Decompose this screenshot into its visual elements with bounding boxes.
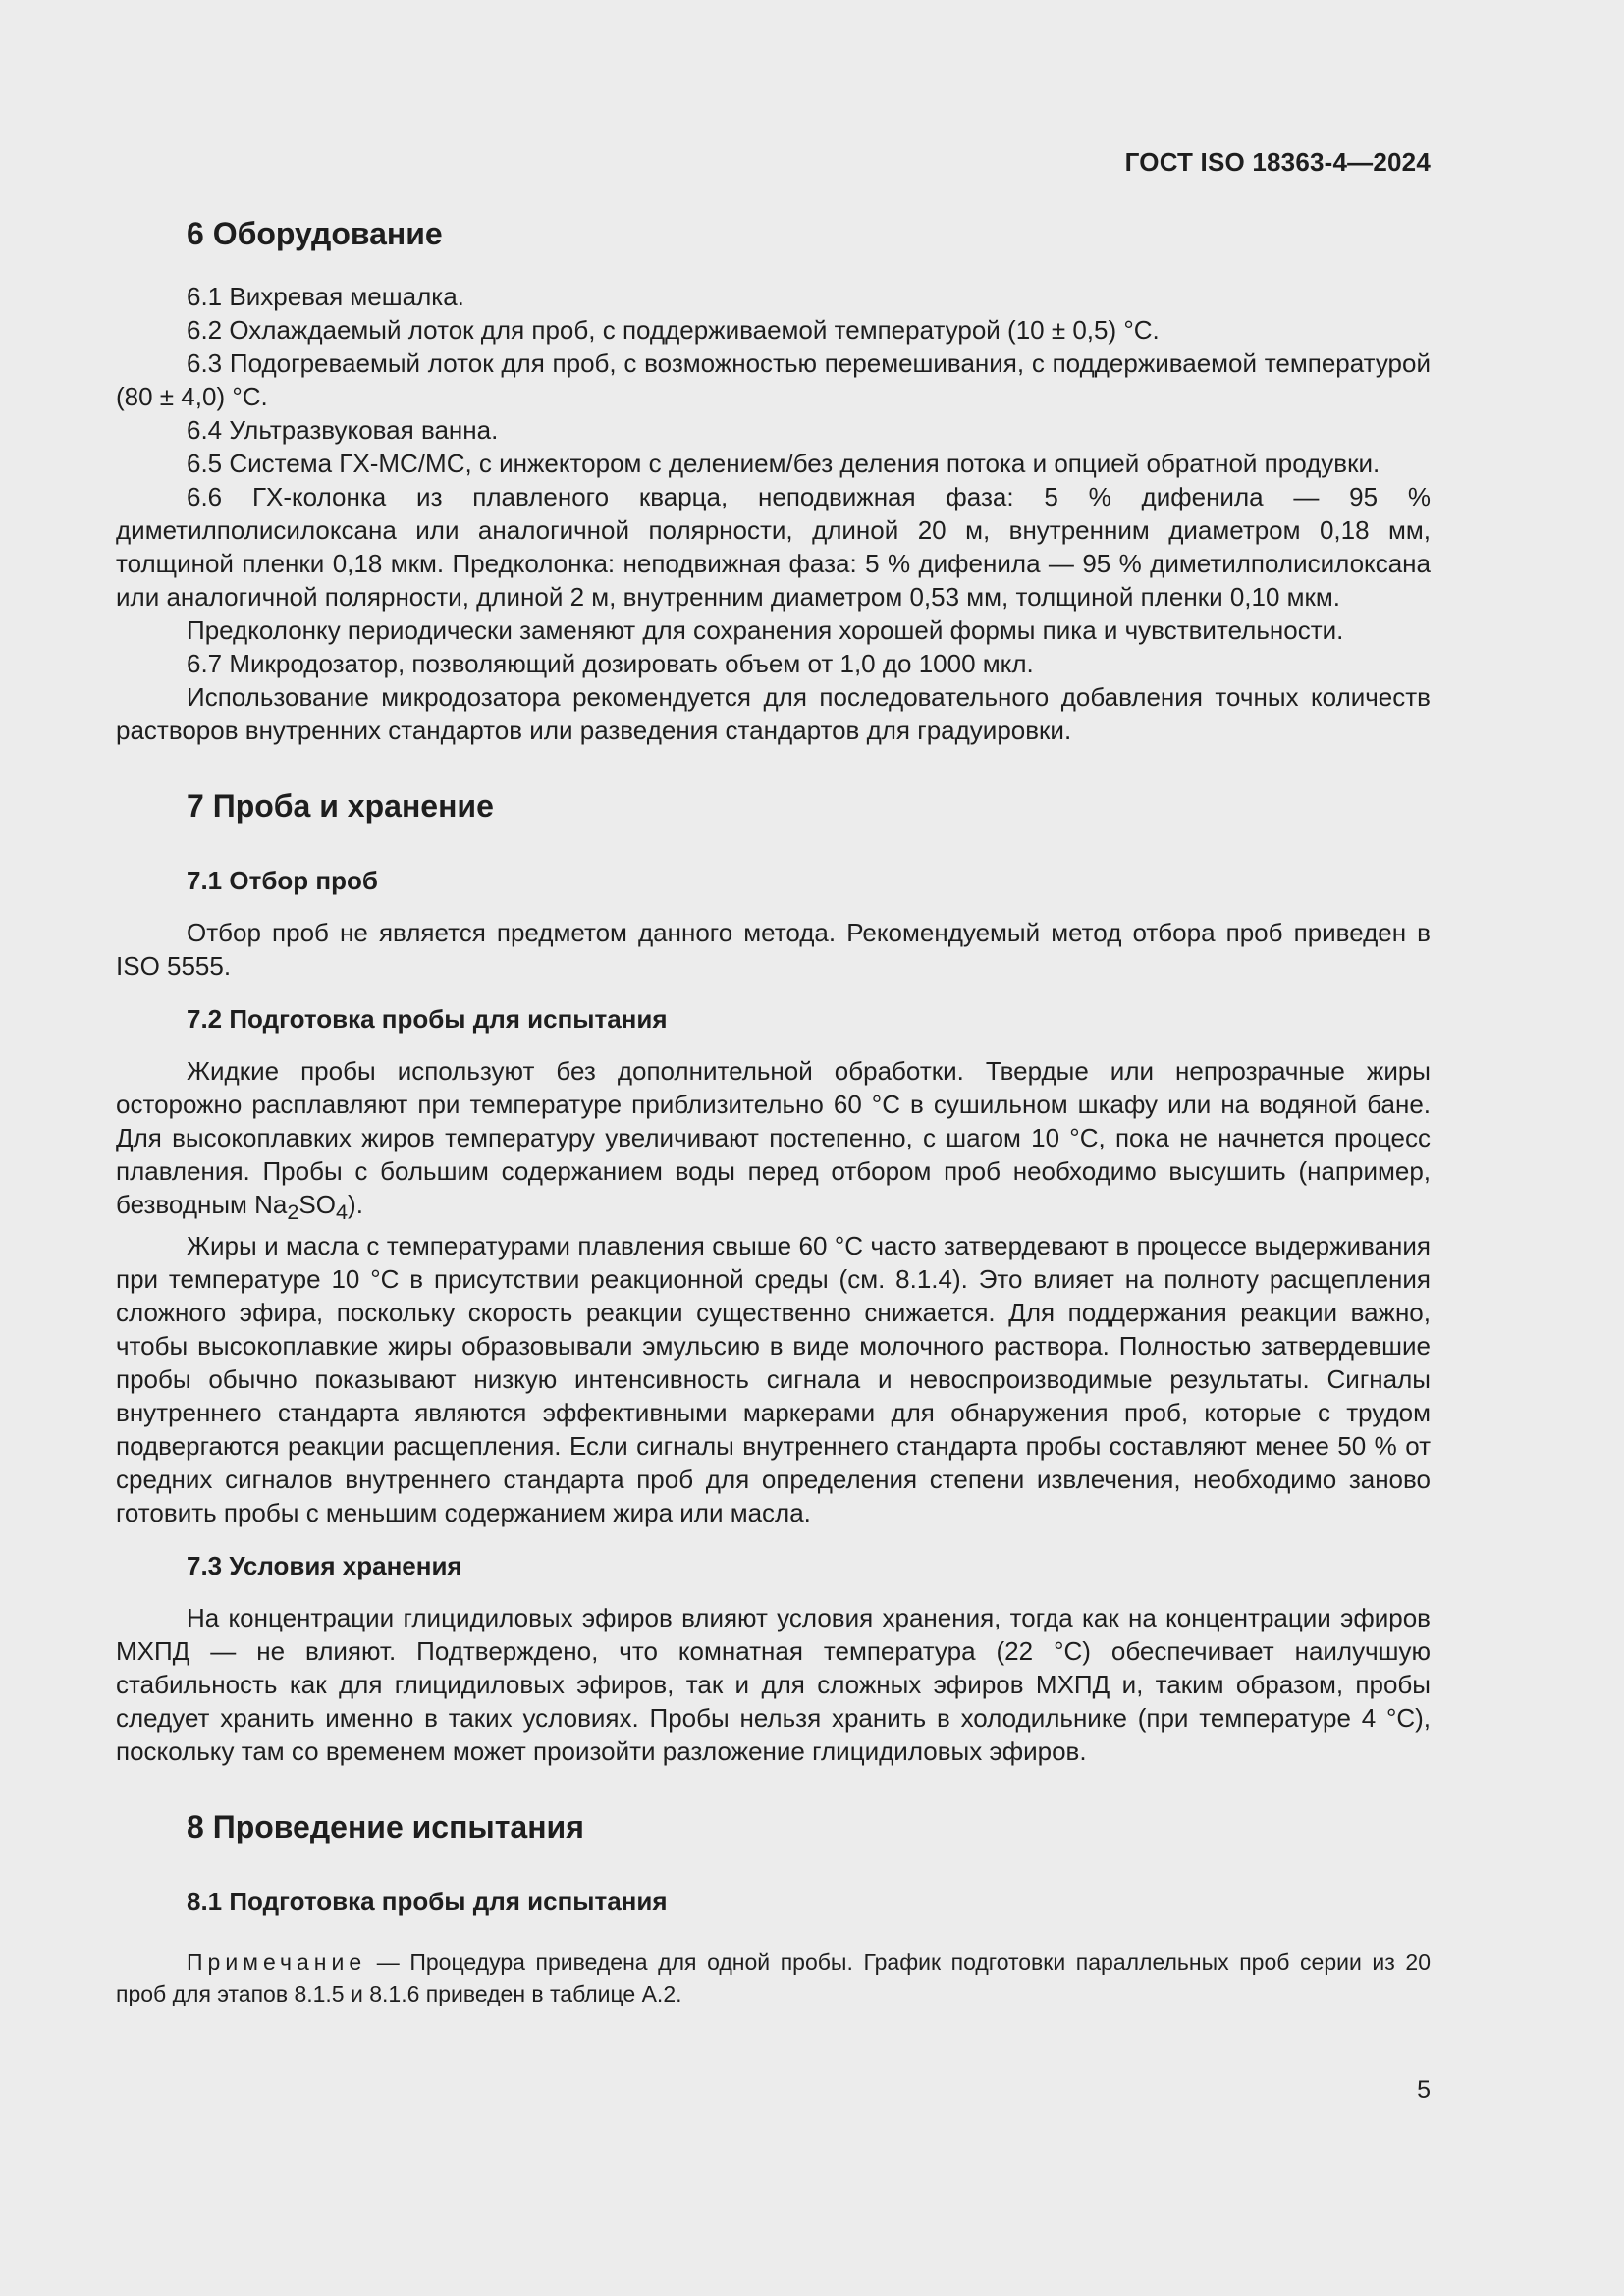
- paragraph-7-2-1: [116, 1054, 1431, 1229]
- paragraph-7-2-1-text: Жидкие пробы используют без дополнительной обработки. Твердые или непрозрачные жиры осторожно расплавляют при температуре приблизительно 60 °C в сушильном шкафу или на водяной бане. Для высокоплавких жиров температуру увеличивают постепенно, с шагом 10 °C, пока не начнется процесс плавления. Пробы с большим содержанием воды перед отбором проб необходимо высушить (например, безводным Na: [116, 1056, 1431, 1219]
- section-8-title: 8 Проведение испытания: [187, 1809, 584, 1845]
- paragraph-7-3: На концентрации глицидиловых эфиров влияют условия хранения, тогда как на концентрации эфиров МХПД — не влияют. Подтверждено, что комнатная температура (22 °C) обеспечивает наилучшую стабильность как для глицидиловых эфиров, так и для сложных эфиров МХПД и, таким образом, пробы следует хранить именно в таких условиях. Пробы нельзя хранить в холодильнике (при температуре 4 °C), поскольку там со временем может произойти разложение глицидиловых эфиров.: [116, 1603, 1431, 1767]
- subsection-7-2-title: 7.2 Подготовка пробы для испытания: [187, 1004, 668, 1034]
- paragraph-6-2: 6.2 Охлаждаемый лоток для проб, с поддерживаемой температурой (10 ± 0,5) °C.: [187, 315, 1160, 345]
- paragraph-6-5: 6.5 Система ГХ-МС/МС, с инжектором с делением/без деления потока и опцией обратной продувки.: [187, 449, 1380, 478]
- note-label: Примечание: [187, 1949, 367, 1976]
- subsection-7-1-title: 7.1 Отбор проб: [187, 866, 378, 895]
- paragraph-6-7: 6.7 Микродозатор, позволяющий дозировать объем от 1,0 до 1000 мкл.: [187, 649, 1034, 678]
- subscript-2: 2: [287, 1200, 299, 1225]
- note-paragraph: [116, 1947, 1431, 2009]
- section-6-title: 6 Оборудование: [187, 216, 443, 251]
- page-content: [116, 216, 1431, 2009]
- paragraph-6-4: 6.4 Ультразвуковая ванна.: [187, 415, 499, 445]
- formula-so: SO: [298, 1190, 336, 1219]
- paragraph-6-7-note: Использование микродозатора рекомендуется для последовательного добавления точных количеств растворов внутренних стандартов или разведения стандартов для градуировки.: [116, 682, 1431, 745]
- subscript-4: 4: [336, 1200, 349, 1225]
- subsection-7-3-title: 7.3 Условия хранения: [187, 1551, 462, 1581]
- document-header: ГОСТ ISO 18363-4—2024: [1124, 147, 1431, 177]
- paragraph-6-3: 6.3 Подогреваемый лоток для проб, с возможностью перемешивания, с поддерживаемой температурой (80 ± 4,0) °C.: [116, 348, 1431, 411]
- note-text: — Процедура приведена для одной пробы. График подготовки параллельных проб серии из 20 проб для этапов 8.1.5 и 8.1.6 приведен в таблице А.2.: [116, 1949, 1431, 2007]
- subsection-8-1-title: 8.1 Подготовка пробы для испытания: [187, 1887, 668, 1917]
- page-number: 5: [1417, 2076, 1431, 2104]
- paragraph-7-1: Отбор проб не является предметом данного метода. Рекомендуемый метод отбора проб приведен в ISO 5555.: [116, 918, 1431, 981]
- paragraph-6-6-note: Предколонку периодически заменяют для сохранения хорошей формы пика и чувствительности.: [187, 615, 1344, 645]
- paragraph-7-2-1-end: ).: [348, 1190, 363, 1219]
- paragraph-6-6: 6.6 ГХ-колонка из плавленого кварца, неподвижная фаза: 5 % дифенила — 95 % диметилполисилоксана или аналогичной полярности, длиной 20 м, внутренним диаметром 0,18 мм, толщиной пленки 0,18 мкм. Предколонка: неподвижная фаза: 5 % дифенила — 95 % диметилполисилоксана или аналогичной полярности, длиной 2 м, внутренним диаметром 0,53 мм, толщиной пленки 0,10 мкм.: [116, 482, 1431, 612]
- section-7-title: 7 Проба и хранение: [187, 788, 494, 824]
- paragraph-6-1: 6.1 Вихревая мешалка.: [187, 282, 464, 311]
- paragraph-7-2-2: Жиры и масла с температурами плавления свыше 60 °C часто затвердевают в процессе выдерживания при температуре 10 °C в присутствии реакционной среды (см. 8.1.4). Это влияет на полноту расщепления сложного эфира, поскольку скорость реакции существенно снижается. Для поддержания реакции важно, чтобы высокоплавкие жиры образовывали эмульсию в виде молочного раствора. Полностью затвердевшие пробы обычно показывают низкую интенсивность сигнала и невоспроизводимые результаты. Сигналы внутреннего стандарта являются эффективными маркерами для обнаружения проб, которые с трудом подвергаются реакции расщепления. Если сигналы внутреннего стандарта пробы составляют менее 50 % от средних сигналов внутреннего стандарта проб для определения степени извлечения, необходимо заново готовить пробы с меньшим содержанием жира или масла.: [116, 1231, 1431, 1528]
